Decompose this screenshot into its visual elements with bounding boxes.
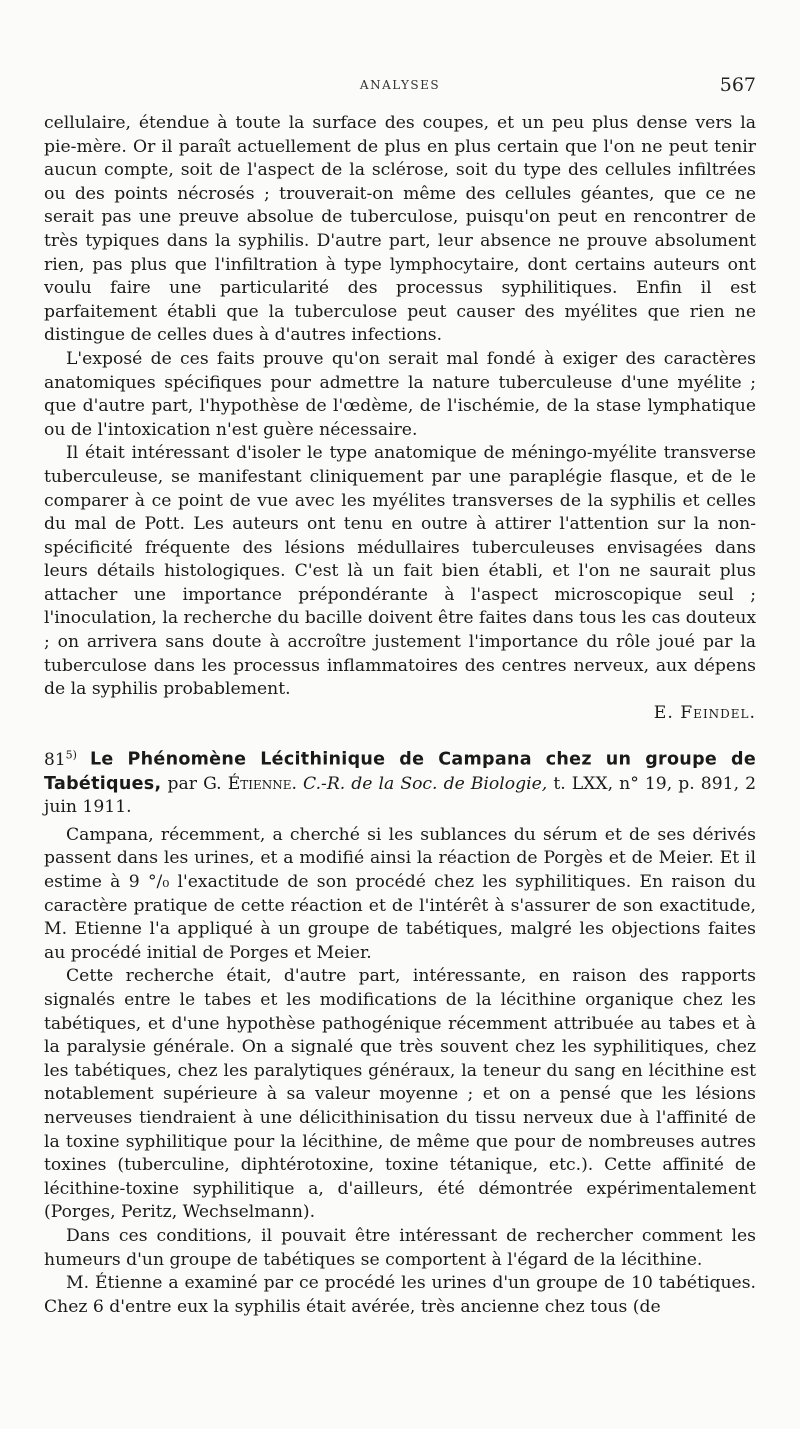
citation-details: t. LXX, n° 19, p. 891, 2 juin 1911.	[44, 773, 757, 818]
citation-author: G. Étienne.	[203, 773, 297, 794]
body-paragraph: M. Étienne a examiné par ce procédé les urines d'un groupe de 10 tabétiques. Chez 6 d'entre eux la syphilis était avérée, très ancienne chez tous (de	[44, 1273, 756, 1317]
continuation-paragraph: cellulaire, étendue à toute la surface des coupes, et un peu plus dense vers la pie-mère. Or il paraît actuellement de plus en plus certain que l'on ne peut tenir aucun compte, soit de l'aspect de la sclérose, soit du type des cellules infiltrées ou des points nécrosés ; trouverait-on même des cellules géantes, que ce ne serait pas une preuve absolue de tuberculose, puisqu'on peut en rencontrer de très typiques dans la syphilis. D'autre part, leur absence ne prouve absolument rien, pas plus que l'infiltration à type lymphocytaire, dont certains auteurs ont voulu faire une particularité des processus syphilitiques. Enfin il est parfaitement établi que la tuberculose peut causer des myélites que rien ne distingue de celles dues à d'autres infections.	[44, 113, 756, 346]
entry-title: Le Phénomène Lécithinique de Campana chez un groupe de Tabétiques,	[44, 750, 756, 794]
citation-journal: C.-R. de la Soc. de Biologie,	[303, 773, 548, 794]
body-paragraph: Cette recherche était, d'autre part, intéressante, en raison des rapports signalés entre le tabes et les modifications de la lécithine organique chez les tabétiques, et d'une hypothèse pathogénique récemment attribuée au tabes et à la paralysie générale. On a signalé que très souvent chez les syphilitiques, chez les tabétiques, chez les paralytiques généraux, la teneur du sang en lécithine est notablement supérieure à sa valeur moyenne ; et on a pensé que les lésions nerveuses tiendraient à une délicithinisation du tissu nerveux due à l'affinité de la toxine syphilitique pour la lécithine, de même que pour de nombreuses autres toxines (tuberculine, diphtérotoxine, toxine tétanique, etc.). Cette affinité de lécithine-toxine syphilitique a, d'ailleurs, été démontrée expérimentalement (Porges, Peritz, Wechselmann).	[44, 966, 756, 1223]
body-text	[44, 112, 756, 1319]
entry-number: 81$^{5)}$	[44, 748, 77, 771]
signature-line	[44, 702, 756, 726]
running-title: ANALYSES	[359, 78, 441, 92]
entry-heading	[44, 743, 756, 819]
body-paragraph: Il était intéressant d'isoler le type anatomique de méningo-myélite transverse tuberculeuse, se manifestant cliniquement par une paraplégie flasque, et de le comparer à ce point de vue avec les myélites transverses de la syphilis et celles du mal de Pott. Les auteurs ont tenu en outre à attirer l'attention sur la non-spécificité fréquente des lésions médullaires tuberculeuses envisagées dans leurs détails histologiques. C'est là un fait bien établi, et l'on ne saurait plus attacher une importance prépondérante à l'aspect microscopique seul ; l'inoculation, la recherche du bacille doivent être faites dans tous les cas douteux ; on arrivera sans doute à accroître justement l'importance du rôle joué par la tuberculose dans les processus inflammatoires des centres nerveux, aux dépens de la syphilis probablement.	[44, 443, 757, 700]
running-head	[0, 74, 800, 98]
body-paragraph: Dans ces conditions, il pouvait être intéressant de rechercher comment les humeurs d'un groupe de tabétiques se comportent à l'égard de la lécithine.	[44, 1225, 756, 1270]
body-paragraph: Campana, récemment, a cherché si les sublances du sérum et de ses dérivés passent dans les urines, et a modifié ainsi la réaction de Porgès et de Meier. Et il estime à 9 °/₀ l'exactitude de son procédé chez les syphilitiques. En raison du caractère pratique de cette réaction et de l'intérêt à s'assurer de son exactitude, M. Etienne l'a appliqué à un groupe de tabétiques, malgré les objections faites au procédé initial de Porges et Meier.	[44, 824, 756, 963]
body-paragraph: L'exposé de ces faits prouve qu'on serait mal fondé à exiger des caractères anatomiques spécifiques pour admettre la nature tuberculeuse d'une myélite ; que d'autre part, l'hypothèse de l'œdème, de l'ischémie, de la stase lymphatique ou de l'intoxication n'est guère nécessaire.	[44, 348, 756, 440]
signature: E. Feindel.	[653, 702, 756, 723]
citation-prefix: par	[167, 773, 197, 794]
page-number: 567	[719, 74, 756, 96]
